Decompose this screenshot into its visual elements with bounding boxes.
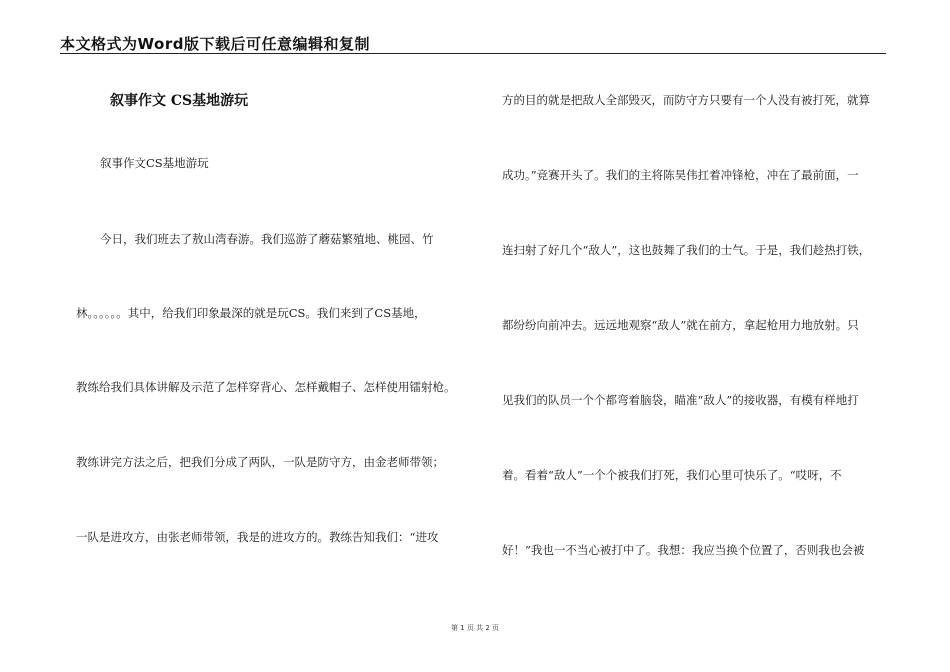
subtitle-line: 叙事作文CS基地游玩	[100, 156, 209, 170]
text-line: 教练给我们具体讲解及示范了怎样穿背心、怎样戴帽子、怎样使用镭射枪。	[76, 380, 456, 394]
page-header: 本文格式为Word版下载后可任意编辑和复制	[60, 35, 370, 53]
text-line: 一队是进攻方，由张老师带领，我是的进攻方的。教练告知我们：“进攻	[76, 530, 439, 544]
page-footer: 第 1 页 共 2 页	[450, 624, 500, 632]
text-line: 都纷纷向前冲去。远远地观察“敌人”就在前方，拿起枪用力地放射。只	[502, 318, 859, 332]
text-line: 见我们的队员一个个都弯着脑袋，瞄准“敌人”的接收器，有模有样地打	[502, 393, 859, 407]
document-title: 叙事作文 CS基地游玩	[110, 93, 249, 109]
header-rule	[60, 53, 886, 54]
text-line: 着。看着“敌人”一个个被我们打死，我们心里可快乐了。“哎呀，不	[502, 468, 842, 482]
text-line: 教练讲完方法之后，把我们分成了两队，一队是防守方，由金老师带领；	[76, 455, 444, 469]
text-line: 好！”我也一不当心被打中了。我想：我应当换个位置了，否则我也会被	[502, 543, 865, 557]
text-line: 今日，我们班去了敖山湾春游。我们巡游了蘑菇繁殖地、桃园、竹	[100, 232, 434, 246]
text-line: 方的目的就是把敌人全部毁灭，而防守方只要有一个人没有被打死，就算	[502, 93, 870, 107]
text-line: 成功。”竞赛开头了。我们的主将陈昊伟扛着冲锋枪，冲在了最前面，一	[502, 168, 859, 182]
text-line: 林。。。。。。其中，给我们印象最深的就是玩CS。我们来到了CS基地，	[76, 306, 426, 320]
text-line: 连扫射了好几个“敌人”，这也鼓舞了我们的士气。于是，我们趁热打铁，	[502, 243, 871, 257]
